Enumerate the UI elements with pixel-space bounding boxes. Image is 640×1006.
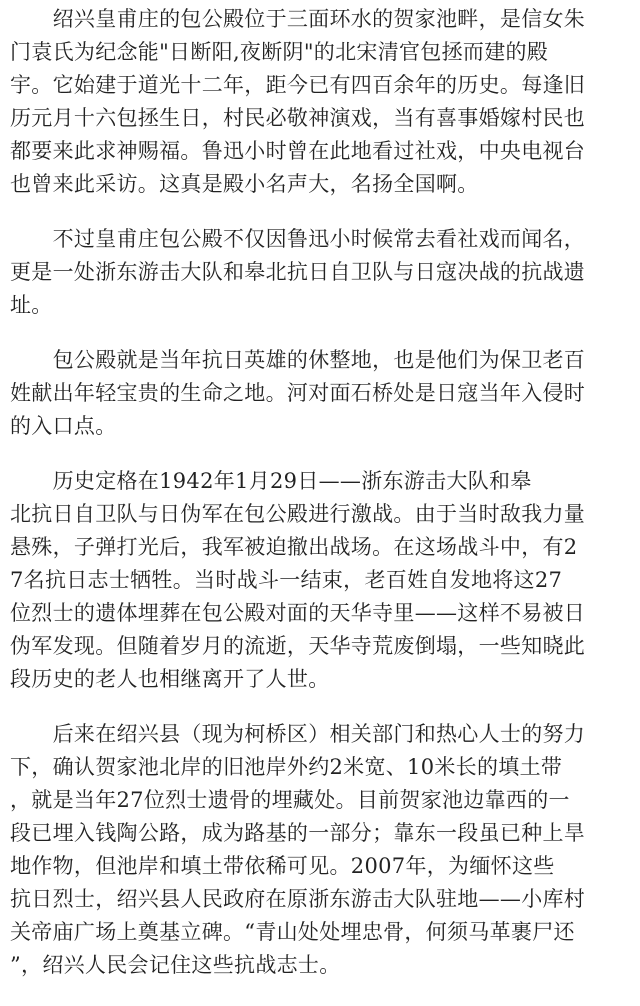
paragraph-3-line-2: 姓献出年轻宝贵的生命之地。河对面石桥处是日寇当年入侵时 bbox=[10, 381, 586, 405]
paragraph-1-line-4: 历元月十六包拯生日，村民必敬神演戏，当有喜事婚嫁村民也 bbox=[10, 106, 586, 130]
paragraph-4-line-5: 位烈士的遗体埋葬在包公殿对面的天华寺里——这样不易被日 bbox=[10, 601, 586, 625]
paragraph-5-line-8: ”，绍兴人民会记住这些抗战志士。 bbox=[10, 953, 341, 977]
paragraph-3-line-3: 的入口点。 bbox=[10, 414, 117, 438]
paragraph-5-line-3: ，就是当年27位烈士遗骨的埋藏处。目前贺家池边靠西的一 bbox=[10, 788, 570, 812]
paragraph-4-line-7: 段历史的老人也相继离开了人世。 bbox=[10, 667, 330, 691]
paragraph-1-line-5: 都要来此求神赐福。鲁迅小时曾在此地看过社戏，中央电视台 bbox=[10, 139, 586, 163]
paragraph-5-line-4: 段已埋入钱陶公路，成为路基的一部分；靠东一段虽已种上旱 bbox=[10, 821, 586, 845]
paragraph-1-line-3: 宇。它始建于道光十二年，距今已有四百余年的历史。每逢旧 bbox=[10, 73, 586, 97]
paragraph-4-line-1: 历史定格在1942年1月29日——浙东游击大队和皋 bbox=[10, 469, 532, 493]
paragraph-1-line-1: 绍兴皇甫庄的包公殿位于三面环水的贺家池畔，是信女朱 bbox=[10, 7, 586, 31]
paragraph-3-line-1: 包公殿就是当年抗日英雄的休整地，也是他们为保卫老百 bbox=[10, 348, 586, 372]
paragraph-4-line-2: 北抗日自卫队与日伪军在包公殿进行激战。由于当时敌我力量 bbox=[10, 502, 586, 526]
paragraph-5-line-2: 下，确认贺家池北岸的旧池岸外约2米宽、10米长的填土带 bbox=[10, 755, 563, 779]
paragraph-5-line-1: 后来在绍兴县（现为柯桥区）相关部门和热心人士的努力 bbox=[10, 722, 586, 746]
paragraph-2-line-2: 更是一处浙东游击大队和皋北抗日自卫队与日寇决战的抗战遗 bbox=[10, 260, 586, 284]
paragraph-1-line-6: 也曾来此采访。这真是殿小名声大，名扬全国啊。 bbox=[10, 172, 479, 196]
paragraph-4-line-4: 7名抗日志士牺牲。当时战斗一结束，老百姓自发地将这27 bbox=[10, 568, 563, 592]
paragraph-4-line-3: 悬殊，子弹打光后，我军被迫撤出战场。在这场战斗中，有2 bbox=[10, 535, 578, 559]
paragraph-5-line-6: 抗日烈士，绍兴县人民政府在原浙东游击大队驻地——小库村 bbox=[10, 887, 586, 911]
paragraph-2-line-3: 址。 bbox=[10, 293, 53, 317]
paragraph-4-line-6: 伪军发现。但随着岁月的流逝，天华寺荒废倒塌，一些知晓此 bbox=[10, 634, 586, 658]
paragraph-5-line-7: 关帝庙广场上奠基立碑。“青山处处埋忠骨，何须马革裹尸还 bbox=[10, 920, 575, 944]
paragraph-1-line-2: 门袁氏为纪念能"日断阳,夜断阴"的北宋清官包拯而建的殿 bbox=[10, 40, 549, 64]
paragraph-2-line-1: 不过皇甫庄包公殿不仅因鲁迅小时候常去看社戏而闻名， bbox=[10, 227, 586, 251]
paragraph-5-line-5: 地作物，但池岸和填土带依稀可见。2007年，为缅怀这些 bbox=[10, 854, 555, 878]
